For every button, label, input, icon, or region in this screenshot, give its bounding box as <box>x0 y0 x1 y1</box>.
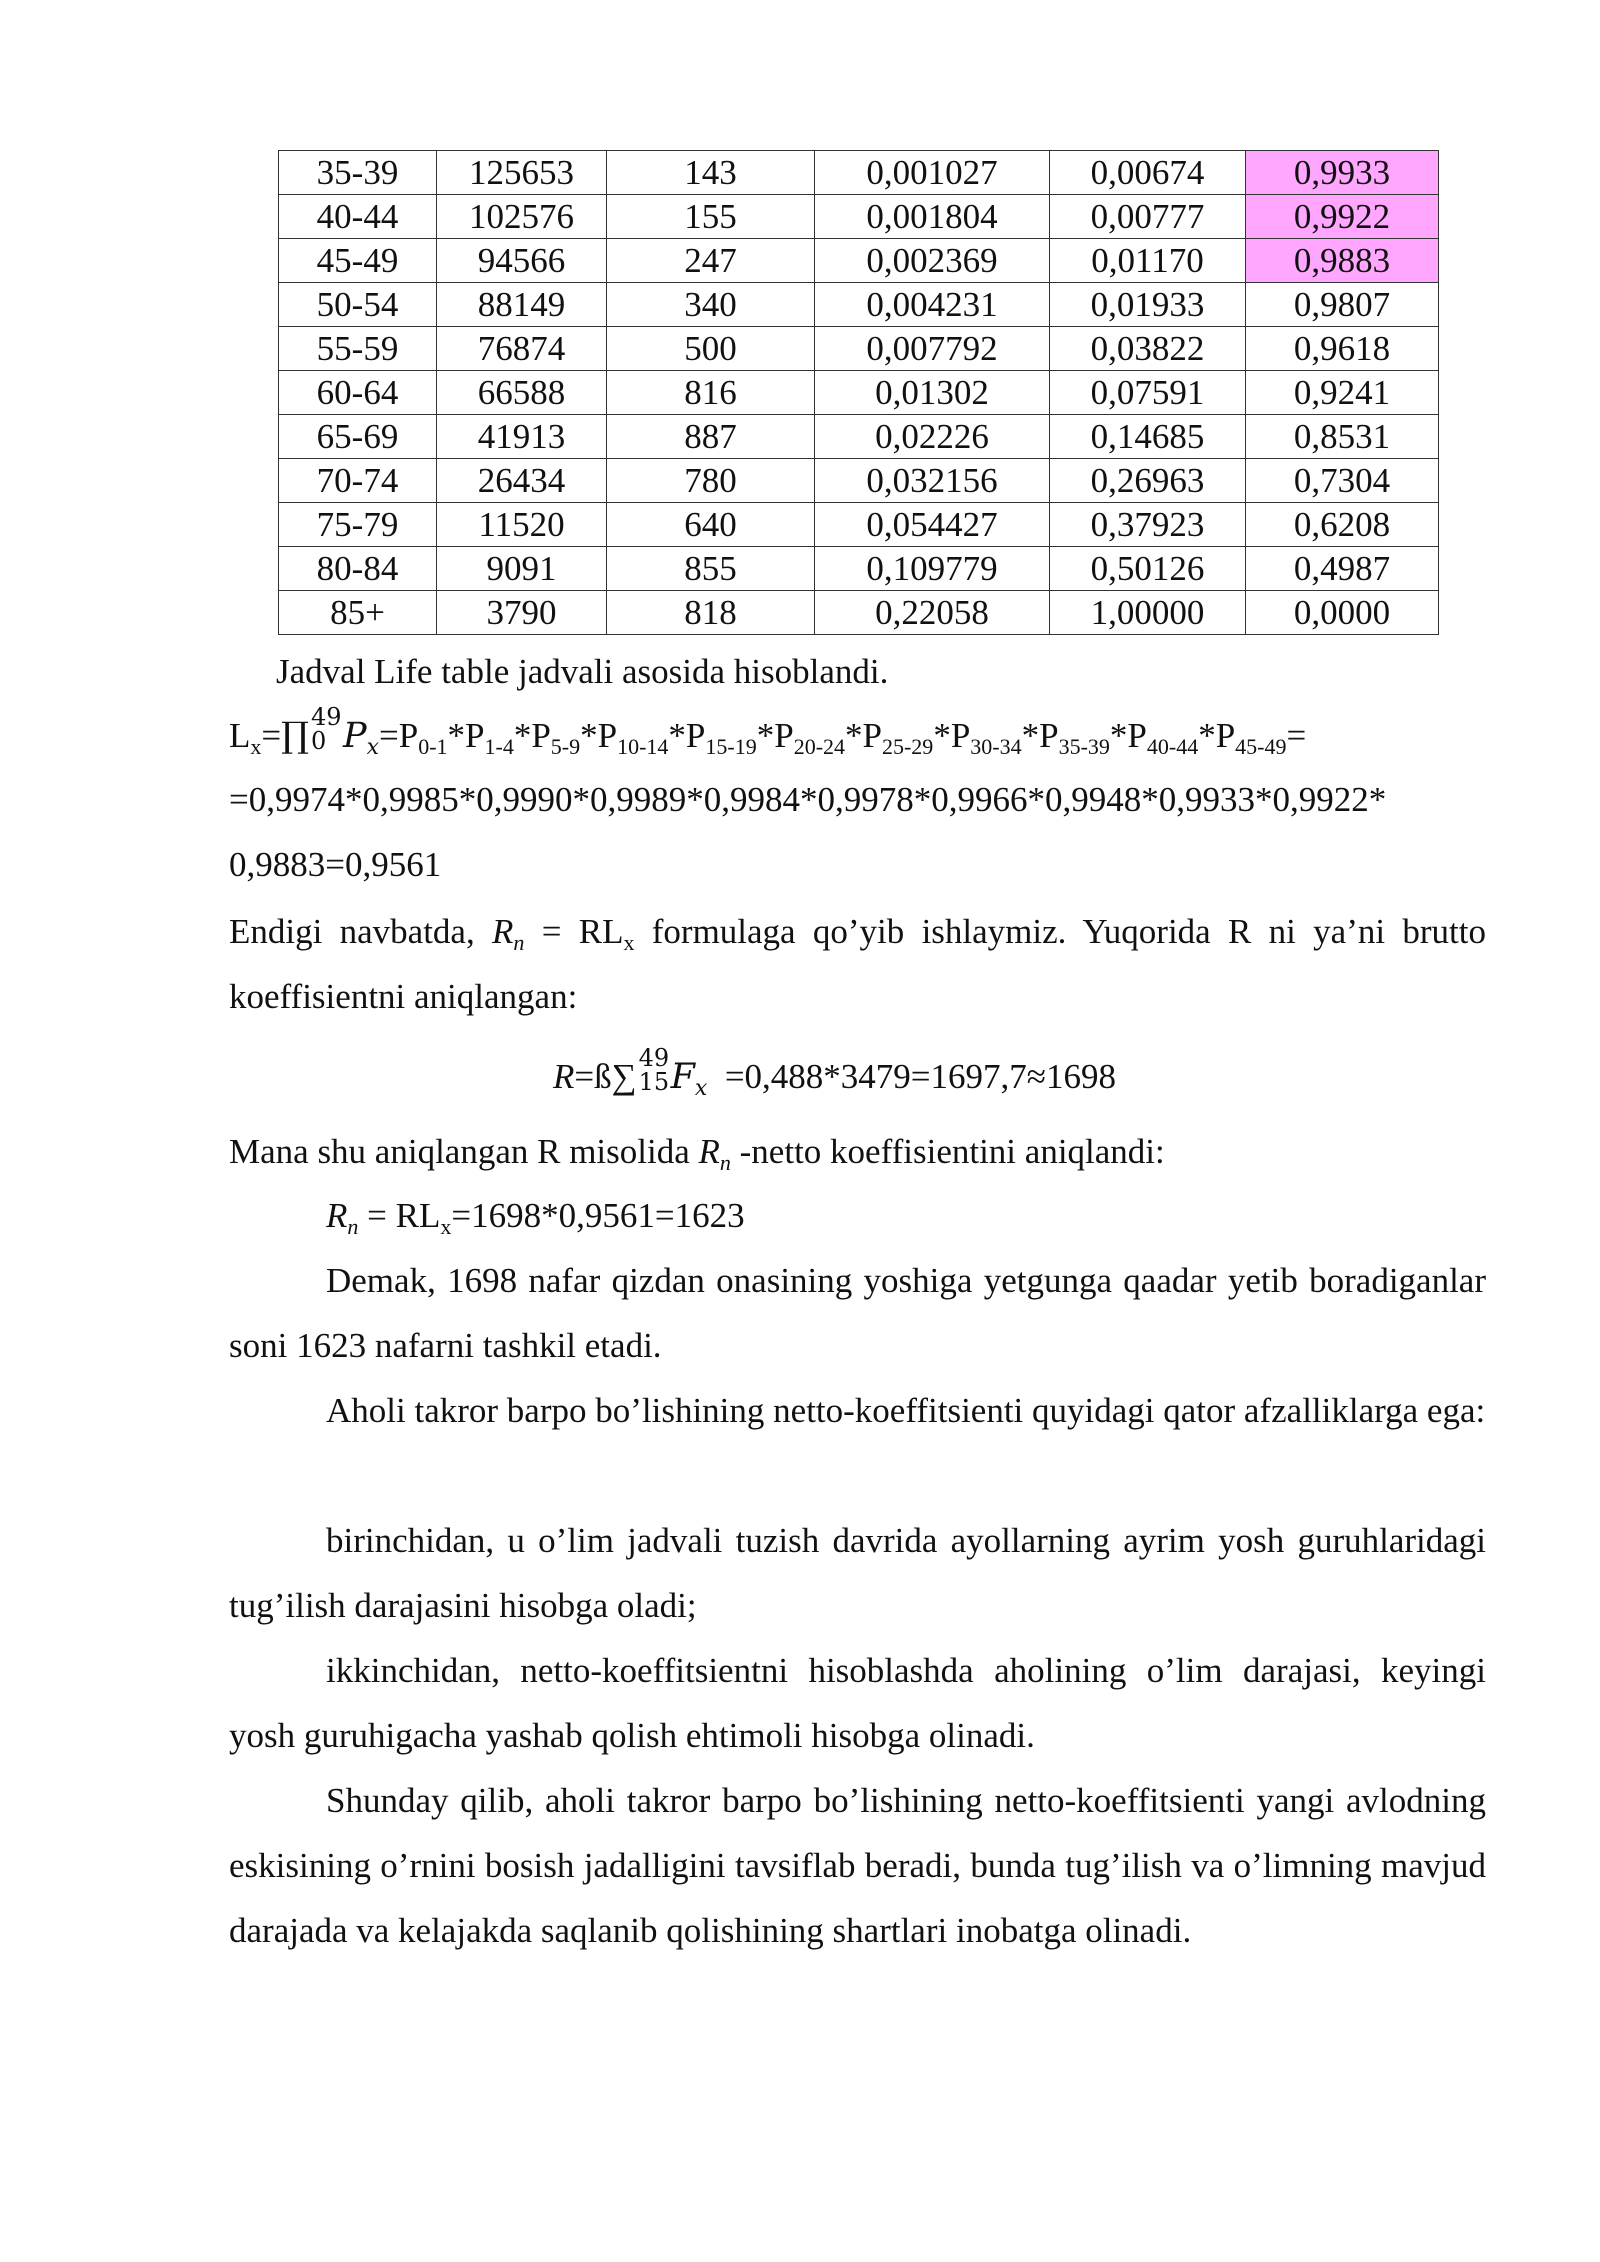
table-cell-age: 40-44 <box>279 195 437 239</box>
formula2-sum: =ß∑ <box>574 1057 637 1096</box>
table-row <box>279 151 1439 195</box>
p-symbol: P <box>343 716 367 756</box>
para2-r: R <box>698 1132 720 1171</box>
table-cell-v5: 0,9618 <box>1246 327 1439 371</box>
table-cell-age: 75-79 <box>279 503 437 547</box>
table-cell-age: 35-39 <box>279 151 437 195</box>
formula3-result: =1698*0,9561=1623 <box>451 1196 745 1235</box>
table-cell-v5: 0,8531 <box>1246 415 1439 459</box>
table-cell-v3: 0,002369 <box>815 239 1050 283</box>
term-subscript: 10-14 <box>617 734 669 759</box>
table-cell-age: 65-69 <box>279 415 437 459</box>
para1-text-b: = RL <box>524 912 624 951</box>
table-cell-v4: 0,00674 <box>1050 151 1246 195</box>
table-cell-age: 70-74 <box>279 459 437 503</box>
table-cell-v5: 0,9807 <box>1246 283 1439 327</box>
table-cell-v2: 887 <box>607 415 815 459</box>
paragraph-conclusion: Shunday qilib, aholi takror barpo bo’lishining netto-koeffitsienti yangi avlodning eskisining o’rnini bosish jadalligini tavsiflab beradi, bunda tug’ilish va o’limning mavjud darajada va kelajakda saqlanib qolishining shartlari inobatga olinadi. <box>229 1781 1486 1950</box>
table-cell-v2: 340 <box>607 283 815 327</box>
terms-start: =P <box>378 716 419 755</box>
para1-b-sub: x <box>623 930 635 955</box>
table-cell-v1: 76874 <box>437 327 607 371</box>
table-row <box>279 283 1439 327</box>
term-subscript: 15-19 <box>705 734 757 759</box>
product-lower-limit: 0 <box>311 727 327 755</box>
lx-subscript: x <box>250 734 262 759</box>
table-cell-v1: 9091 <box>437 547 607 591</box>
term-subscript: 40-44 <box>1146 734 1199 759</box>
paragraph-second: ikkinchidan, netto-koeffitsientni hisoblashda aholining o’lim darajasi, keyingi yosh guruhigacha yashab qolish ehtimoli hisobga olinadi. <box>229 1651 1486 1755</box>
table-cell-v5: 0,9933 <box>1246 151 1439 195</box>
formula-r <box>553 1044 1116 1101</box>
table-row <box>279 371 1439 415</box>
table-cell-v3: 0,054427 <box>815 503 1050 547</box>
table-cell-v1: 3790 <box>437 591 607 635</box>
table-row <box>279 459 1439 503</box>
table-cell-v2: 855 <box>607 547 815 591</box>
term-separator: *P <box>1198 716 1236 755</box>
term-separator: *P <box>447 716 485 755</box>
table-cell-v4: 0,37923 <box>1050 503 1246 547</box>
table-cell-v2: 818 <box>607 591 815 635</box>
para1-text-a: Endigi navbatda, <box>229 912 493 951</box>
table-cell-v4: 0,00777 <box>1050 195 1246 239</box>
table-cell-v2: 816 <box>607 371 815 415</box>
table-cell-v5: 0,9241 <box>1246 371 1439 415</box>
table-cell-v2: 640 <box>607 503 815 547</box>
table-cell-v2: 143 <box>607 151 815 195</box>
p-subscript: x <box>366 735 379 760</box>
table-cell-v1: 94566 <box>437 239 607 283</box>
formula3-r: R <box>326 1196 348 1235</box>
table-cell-v1: 66588 <box>437 371 607 415</box>
formula-line-3: 0,9883=0,9561 <box>229 845 442 884</box>
para2-r-sub: n <box>719 1150 731 1175</box>
lx-symbol: L <box>229 716 251 755</box>
term-separator: *P <box>756 716 794 755</box>
formula3-rl: = RL <box>358 1196 441 1235</box>
para1-r-sub: n <box>513 930 525 955</box>
sum-upper-limit: 49 <box>638 1044 670 1072</box>
table-cell-v1: 88149 <box>437 283 607 327</box>
term-separator: *P <box>933 716 971 755</box>
table-cell-v1: 125653 <box>437 151 607 195</box>
table-cell-v4: 0,03822 <box>1050 327 1246 371</box>
product-limits <box>309 703 343 755</box>
table-cell-age: 45-49 <box>279 239 437 283</box>
table-cell-v3: 0,01302 <box>815 371 1050 415</box>
table-cell-v3: 0,007792 <box>815 327 1050 371</box>
table-cell-v4: 0,01170 <box>1050 239 1246 283</box>
formula-lx <box>229 703 1307 760</box>
table-cell-v5: 0,7304 <box>1246 459 1439 503</box>
table-cell-v5: 0,9883 <box>1246 239 1439 283</box>
sum-limits <box>637 1044 671 1096</box>
term-separator: *P <box>668 716 706 755</box>
table-row <box>279 415 1439 459</box>
term-subscript: 45-49 <box>1235 734 1287 759</box>
table-cell-v1: 11520 <box>437 503 607 547</box>
para1-text-c: formulaga qo’yib ishlaymiz. Yuqorida R ni ya’ni brutto koeffisientni aniqlangan: <box>229 912 1486 1016</box>
formula3-r-sub: n <box>347 1214 359 1239</box>
formula2-f-sub: x <box>694 1076 708 1101</box>
table-cell-age: 85+ <box>279 591 437 635</box>
table-cell-v2: 500 <box>607 327 815 371</box>
table-cell-age: 80-84 <box>279 547 437 591</box>
table-cell-v2: 247 <box>607 239 815 283</box>
formula2-result: =0,488*3479=1697,7≈1698 <box>724 1057 1116 1096</box>
table-cell-v2: 780 <box>607 459 815 503</box>
table-row <box>279 195 1439 239</box>
para1-r: R <box>492 912 514 951</box>
term-subscript: 0-1 <box>418 734 448 759</box>
term-subscript: 35-39 <box>1058 734 1110 759</box>
table-cell-v5: 0,0000 <box>1246 591 1439 635</box>
formula2-f: F <box>670 1057 695 1097</box>
life-table <box>278 150 1439 635</box>
term-separator: = <box>1286 716 1307 755</box>
table-cell-v4: 0,07591 <box>1050 371 1246 415</box>
term-subscript: 25-29 <box>881 734 934 759</box>
term-separator: *P <box>580 716 618 755</box>
life-table-body <box>279 151 1439 635</box>
table-cell-v3: 0,001804 <box>815 195 1050 239</box>
table-cell-v4: 1,00000 <box>1050 591 1246 635</box>
paragraph-intro <box>229 899 1486 1029</box>
table-cell-v3: 0,001027 <box>815 151 1050 195</box>
para2-text-a: Mana shu aniqlangan R misolida <box>229 1132 699 1171</box>
formula2-r: R <box>553 1057 575 1096</box>
formula-line-2: =0,9974*0,9985*0,9990*0,9989*0,9984*0,9978*0,9966*0,9948*0,9933*0,9922* <box>229 780 1387 819</box>
product-terms <box>418 716 1307 759</box>
term-subscript: 1-4 <box>484 734 514 759</box>
term-subscript: 5-9 <box>550 734 581 759</box>
table-cell-v4: 0,14685 <box>1050 415 1246 459</box>
table-cell-v2: 155 <box>607 195 815 239</box>
paragraph-advantages: Aholi takror barpo bo’lishining netto-koeffitsienti quyidagi qator afzalliklarga ega: <box>326 1391 1486 1430</box>
table-cell-v3: 0,004231 <box>815 283 1050 327</box>
table-cell-v3: 0,109779 <box>815 547 1050 591</box>
product-upper-limit: 49 <box>311 703 342 731</box>
term-subscript: 20-24 <box>793 734 846 759</box>
table-row <box>279 547 1439 591</box>
para2-text-b: -netto koeffisientini aniqlandi: <box>730 1132 1165 1171</box>
table-row <box>279 503 1439 547</box>
table-cell-v4: 0,26963 <box>1050 459 1246 503</box>
table-row <box>279 591 1439 635</box>
table-cell-v1: 102576 <box>437 195 607 239</box>
equals-sign: = <box>261 716 282 755</box>
table-cell-v5: 0,6208 <box>1246 503 1439 547</box>
table-cell-v5: 0,9922 <box>1246 195 1439 239</box>
table-cell-v4: 0,50126 <box>1050 547 1246 591</box>
table-cell-v3: 0,032156 <box>815 459 1050 503</box>
term-separator: *P <box>1109 716 1147 755</box>
table-row <box>279 239 1439 283</box>
formula3-x-sub: x <box>440 1214 452 1239</box>
formula-rn <box>326 1194 745 1238</box>
product-symbol: ∏ <box>281 716 309 756</box>
table-row <box>279 327 1439 371</box>
paragraph-demak: Demak, 1698 nafar qizdan onasining yoshiga yetgunga qaadar yetib boradiganlar soni 1623 nafarni tashkil etadi. <box>229 1261 1486 1365</box>
table-caption: Jadval Life table jadvali asosida hisoblandi. <box>276 652 889 691</box>
table-cell-v3: 0,02226 <box>815 415 1050 459</box>
table-cell-v3: 0,22058 <box>815 591 1050 635</box>
paragraph-first: birinchidan, u o’lim jadvali tuzish davrida ayollarning ayrim yosh guruhlaridagi tug’ilish darajasini hisobga oladi; <box>229 1521 1486 1625</box>
table-cell-v4: 0,01933 <box>1050 283 1246 327</box>
table-cell-age: 60-64 <box>279 371 437 415</box>
term-separator: *P <box>513 716 551 755</box>
table-cell-v1: 41913 <box>437 415 607 459</box>
term-subscript: 30-34 <box>970 734 1022 759</box>
sum-lower-limit: 15 <box>638 1068 670 1096</box>
term-separator: *P <box>1021 716 1059 755</box>
table-cell-v1: 26434 <box>437 459 607 503</box>
table-cell-v5: 0,4987 <box>1246 547 1439 591</box>
term-separator: *P <box>845 716 882 755</box>
table-cell-age: 50-54 <box>279 283 437 327</box>
paragraph-netto-intro <box>229 1130 1165 1174</box>
table-cell-age: 55-59 <box>279 327 437 371</box>
